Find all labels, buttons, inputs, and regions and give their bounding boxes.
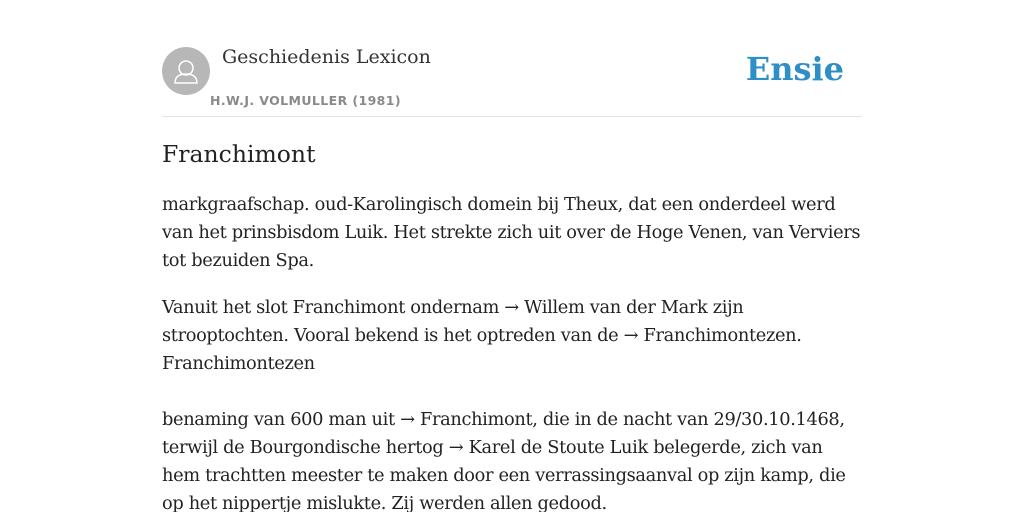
text-segment: Luik belegerde, zich van hem trachtten meester te maken door een verrassingsaanval op zijn kamp, die op het nippertje mislukte. Zij werden allen gedood. <box>162 437 846 512</box>
source-header <box>162 44 862 117</box>
text-segment: zijn strooptochten. Vooral bekend is het optreden van de <box>162 297 744 346</box>
xref-link-willem-van-der-mark[interactable]: Willem van der Mark <box>524 297 708 318</box>
entry-paragraph-2 <box>162 294 864 378</box>
xref-link-franchimont[interactable]: Franchimont <box>419 409 533 430</box>
text-segment: benaming van 600 man uit <box>162 409 401 430</box>
xref-link-karel-de-stoute[interactable]: Karel de Stoute <box>468 437 605 458</box>
arrow-right-icon: → <box>623 325 639 346</box>
author-label[interactable]: H.W.J. VOLMULLER (1981) <box>210 93 401 108</box>
text-segment: Vanuit het slot Franchimont ondernam <box>162 297 505 318</box>
user-avatar-icon[interactable] <box>162 47 210 95</box>
sub-entry-title: Franchimontezen <box>162 353 315 374</box>
spacer <box>162 397 864 406</box>
arrow-right-icon: → <box>400 409 415 430</box>
entry-title: Franchimont <box>162 140 316 168</box>
ensie-logo-link[interactable]: Ensie <box>745 50 844 88</box>
xref-link-franchimontezen[interactable]: Franchimontezen <box>643 325 797 346</box>
arrow-right-icon: → <box>504 297 519 318</box>
text-segment: . <box>796 325 802 346</box>
entry-paragraph-3 <box>162 406 864 512</box>
arrow-right-icon: → <box>448 437 464 458</box>
source-title-link[interactable]: Geschiedenis Lexicon <box>222 46 431 68</box>
text-segment: , die in de nacht van 29/30.10.1468, terwijl de Bourgondische hertog <box>162 409 845 458</box>
entry-paragraph-1: markgraafschap. oud-Karolingisch domein bij Theux, dat een onderdeel werd van het prinsbisdom Luik. Het strekte zich uit over de Hoge Venen, van Verviers tot bezuiden Spa. <box>162 194 861 271</box>
entry-content <box>162 138 864 512</box>
